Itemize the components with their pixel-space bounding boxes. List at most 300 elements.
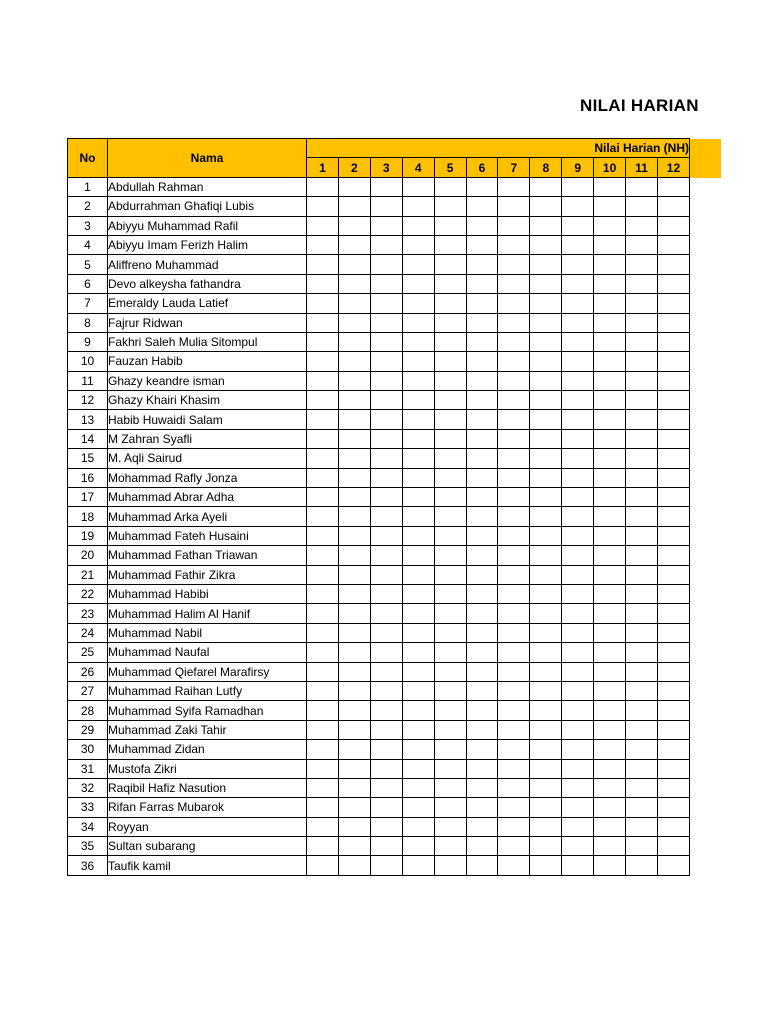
grade-cell[interactable] — [562, 662, 594, 681]
grade-cell[interactable] — [562, 235, 594, 254]
grade-cell[interactable] — [466, 662, 498, 681]
grade-cell[interactable] — [498, 856, 530, 875]
grade-cell[interactable] — [466, 352, 498, 371]
grade-cell[interactable] — [594, 681, 626, 700]
grade-cell[interactable] — [498, 837, 530, 856]
grade-cell[interactable] — [657, 740, 689, 759]
grade-cell[interactable] — [466, 778, 498, 797]
grade-cell[interactable] — [307, 798, 339, 817]
grade-cell[interactable] — [626, 662, 658, 681]
grade-cell[interactable] — [338, 759, 370, 778]
grade-cell[interactable] — [657, 391, 689, 410]
grade-cell[interactable] — [402, 798, 434, 817]
grade-cell[interactable] — [402, 584, 434, 603]
grade-cell[interactable] — [434, 255, 466, 274]
grade-cell[interactable] — [530, 778, 562, 797]
grade-cell[interactable] — [562, 410, 594, 429]
grade-cell[interactable] — [434, 488, 466, 507]
grade-cell[interactable] — [530, 507, 562, 526]
grade-cell[interactable] — [530, 740, 562, 759]
grade-cell[interactable] — [530, 332, 562, 351]
grade-cell[interactable] — [657, 720, 689, 739]
grade-cell[interactable] — [434, 391, 466, 410]
grade-cell[interactable] — [338, 681, 370, 700]
grade-cell[interactable] — [338, 391, 370, 410]
grade-cell[interactable] — [657, 197, 689, 216]
grade-cell[interactable] — [307, 546, 339, 565]
grade-cell[interactable] — [562, 837, 594, 856]
grade-cell[interactable] — [307, 449, 339, 468]
grade-cell[interactable] — [594, 584, 626, 603]
grade-cell[interactable] — [402, 332, 434, 351]
grade-cell[interactable] — [338, 584, 370, 603]
grade-cell[interactable] — [657, 468, 689, 487]
grade-cell[interactable] — [594, 759, 626, 778]
grade-cell[interactable] — [338, 507, 370, 526]
grade-cell[interactable] — [562, 720, 594, 739]
grade-cell[interactable] — [370, 235, 402, 254]
grade-cell[interactable] — [402, 526, 434, 545]
grade-cell[interactable] — [530, 391, 562, 410]
grade-cell[interactable] — [594, 856, 626, 875]
grade-cell[interactable] — [338, 856, 370, 875]
grade-cell[interactable] — [562, 584, 594, 603]
grade-cell[interactable] — [498, 565, 530, 584]
grade-cell[interactable] — [466, 623, 498, 642]
grade-cell[interactable] — [307, 352, 339, 371]
grade-cell[interactable] — [626, 332, 658, 351]
grade-cell[interactable] — [530, 468, 562, 487]
grade-cell[interactable] — [434, 856, 466, 875]
grade-cell[interactable] — [338, 410, 370, 429]
grade-cell[interactable] — [370, 584, 402, 603]
grade-cell[interactable] — [594, 817, 626, 836]
grade-cell[interactable] — [307, 216, 339, 235]
grade-cell[interactable] — [370, 662, 402, 681]
grade-cell[interactable] — [370, 255, 402, 274]
grade-cell[interactable] — [338, 817, 370, 836]
grade-cell[interactable] — [562, 488, 594, 507]
grade-cell[interactable] — [307, 759, 339, 778]
grade-cell[interactable] — [594, 837, 626, 856]
grade-cell[interactable] — [402, 274, 434, 293]
grade-cell[interactable] — [594, 177, 626, 196]
grade-cell[interactable] — [626, 604, 658, 623]
grade-cell[interactable] — [370, 391, 402, 410]
grade-cell[interactable] — [402, 313, 434, 332]
grade-cell[interactable] — [307, 837, 339, 856]
grade-cell[interactable] — [338, 565, 370, 584]
grade-cell[interactable] — [498, 371, 530, 390]
grade-cell[interactable] — [338, 274, 370, 293]
grade-cell[interactable] — [466, 604, 498, 623]
grade-cell[interactable] — [626, 565, 658, 584]
grade-cell[interactable] — [466, 526, 498, 545]
grade-cell[interactable] — [498, 546, 530, 565]
grade-cell[interactable] — [657, 177, 689, 196]
grade-cell[interactable] — [594, 565, 626, 584]
grade-cell[interactable] — [402, 759, 434, 778]
grade-cell[interactable] — [402, 643, 434, 662]
grade-cell[interactable] — [657, 449, 689, 468]
grade-cell[interactable] — [498, 740, 530, 759]
grade-cell[interactable] — [434, 449, 466, 468]
grade-cell[interactable] — [657, 584, 689, 603]
grade-cell[interactable] — [626, 216, 658, 235]
grade-cell[interactable] — [626, 546, 658, 565]
grade-cell[interactable] — [338, 255, 370, 274]
grade-cell[interactable] — [498, 604, 530, 623]
grade-cell[interactable] — [594, 662, 626, 681]
grade-cell[interactable] — [402, 837, 434, 856]
grade-cell[interactable] — [307, 468, 339, 487]
grade-cell[interactable] — [370, 740, 402, 759]
grade-cell[interactable] — [562, 352, 594, 371]
grade-cell[interactable] — [402, 778, 434, 797]
grade-cell[interactable] — [402, 604, 434, 623]
grade-cell[interactable] — [594, 410, 626, 429]
grade-cell[interactable] — [434, 177, 466, 196]
grade-cell[interactable] — [402, 817, 434, 836]
grade-cell[interactable] — [657, 623, 689, 642]
grade-cell[interactable] — [657, 371, 689, 390]
grade-cell[interactable] — [338, 177, 370, 196]
grade-cell[interactable] — [530, 294, 562, 313]
grade-cell[interactable] — [434, 546, 466, 565]
grade-cell[interactable] — [626, 177, 658, 196]
grade-cell[interactable] — [562, 623, 594, 642]
grade-cell[interactable] — [307, 410, 339, 429]
grade-cell[interactable] — [498, 332, 530, 351]
grade-cell[interactable] — [498, 720, 530, 739]
grade-cell[interactable] — [594, 216, 626, 235]
grade-cell[interactable] — [466, 294, 498, 313]
grade-cell[interactable] — [466, 584, 498, 603]
grade-cell[interactable] — [434, 662, 466, 681]
grade-cell[interactable] — [498, 701, 530, 720]
grade-cell[interactable] — [594, 255, 626, 274]
grade-cell[interactable] — [626, 526, 658, 545]
grade-cell[interactable] — [498, 681, 530, 700]
grade-cell[interactable] — [466, 759, 498, 778]
grade-cell[interactable] — [657, 701, 689, 720]
grade-cell[interactable] — [370, 332, 402, 351]
grade-cell[interactable] — [338, 313, 370, 332]
grade-cell[interactable] — [657, 313, 689, 332]
grade-cell[interactable] — [562, 371, 594, 390]
grade-cell[interactable] — [338, 837, 370, 856]
grade-cell[interactable] — [338, 449, 370, 468]
grade-cell[interactable] — [657, 332, 689, 351]
grade-cell[interactable] — [466, 837, 498, 856]
grade-cell[interactable] — [498, 526, 530, 545]
grade-cell[interactable] — [498, 507, 530, 526]
grade-cell[interactable] — [594, 643, 626, 662]
grade-cell[interactable] — [434, 410, 466, 429]
grade-cell[interactable] — [657, 817, 689, 836]
grade-cell[interactable] — [626, 740, 658, 759]
grade-cell[interactable] — [594, 701, 626, 720]
grade-cell[interactable] — [530, 662, 562, 681]
grade-cell[interactable] — [562, 546, 594, 565]
grade-cell[interactable] — [370, 604, 402, 623]
grade-cell[interactable] — [338, 332, 370, 351]
grade-cell[interactable] — [657, 429, 689, 448]
grade-cell[interactable] — [594, 623, 626, 642]
grade-cell[interactable] — [626, 352, 658, 371]
grade-cell[interactable] — [434, 778, 466, 797]
grade-cell[interactable] — [338, 197, 370, 216]
grade-cell[interactable] — [434, 701, 466, 720]
grade-cell[interactable] — [338, 294, 370, 313]
grade-cell[interactable] — [530, 429, 562, 448]
grade-cell[interactable] — [562, 429, 594, 448]
grade-cell[interactable] — [307, 429, 339, 448]
grade-cell[interactable] — [307, 255, 339, 274]
grade-cell[interactable] — [530, 371, 562, 390]
grade-cell[interactable] — [626, 449, 658, 468]
grade-cell[interactable] — [594, 391, 626, 410]
grade-cell[interactable] — [402, 565, 434, 584]
grade-cell[interactable] — [530, 565, 562, 584]
grade-cell[interactable] — [562, 391, 594, 410]
grade-cell[interactable] — [626, 643, 658, 662]
grade-cell[interactable] — [657, 352, 689, 371]
grade-cell[interactable] — [562, 197, 594, 216]
grade-cell[interactable] — [594, 740, 626, 759]
grade-cell[interactable] — [434, 720, 466, 739]
grade-cell[interactable] — [657, 856, 689, 875]
grade-cell[interactable] — [530, 274, 562, 293]
grade-cell[interactable] — [434, 197, 466, 216]
grade-cell[interactable] — [657, 604, 689, 623]
grade-cell[interactable] — [498, 294, 530, 313]
grade-cell[interactable] — [338, 371, 370, 390]
grade-cell[interactable] — [338, 216, 370, 235]
grade-cell[interactable] — [307, 313, 339, 332]
grade-cell[interactable] — [307, 681, 339, 700]
grade-cell[interactable] — [402, 507, 434, 526]
grade-cell[interactable] — [657, 681, 689, 700]
grade-cell[interactable] — [466, 449, 498, 468]
grade-cell[interactable] — [594, 332, 626, 351]
grade-cell[interactable] — [434, 526, 466, 545]
grade-cell[interactable] — [657, 565, 689, 584]
grade-cell[interactable] — [594, 604, 626, 623]
grade-cell[interactable] — [594, 488, 626, 507]
grade-cell[interactable] — [466, 197, 498, 216]
grade-cell[interactable] — [530, 410, 562, 429]
grade-cell[interactable] — [562, 274, 594, 293]
grade-cell[interactable] — [434, 565, 466, 584]
grade-cell[interactable] — [562, 701, 594, 720]
grade-cell[interactable] — [657, 798, 689, 817]
grade-cell[interactable] — [530, 643, 562, 662]
grade-cell[interactable] — [498, 584, 530, 603]
grade-cell[interactable] — [370, 565, 402, 584]
grade-cell[interactable] — [498, 662, 530, 681]
grade-cell[interactable] — [594, 352, 626, 371]
grade-cell[interactable] — [466, 817, 498, 836]
grade-cell[interactable] — [657, 294, 689, 313]
grade-cell[interactable] — [626, 759, 658, 778]
grade-cell[interactable] — [594, 720, 626, 739]
grade-cell[interactable] — [562, 177, 594, 196]
grade-cell[interactable] — [657, 778, 689, 797]
grade-cell[interactable] — [402, 235, 434, 254]
grade-cell[interactable] — [530, 177, 562, 196]
grade-cell[interactable] — [498, 216, 530, 235]
grade-cell[interactable] — [434, 507, 466, 526]
grade-cell[interactable] — [594, 468, 626, 487]
grade-cell[interactable] — [307, 488, 339, 507]
grade-cell[interactable] — [594, 798, 626, 817]
grade-cell[interactable] — [434, 274, 466, 293]
grade-cell[interactable] — [530, 759, 562, 778]
grade-cell[interactable] — [562, 255, 594, 274]
grade-cell[interactable] — [530, 216, 562, 235]
grade-cell[interactable] — [307, 817, 339, 836]
grade-cell[interactable] — [338, 643, 370, 662]
grade-cell[interactable] — [307, 604, 339, 623]
grade-cell[interactable] — [402, 216, 434, 235]
grade-cell[interactable] — [307, 856, 339, 875]
grade-cell[interactable] — [657, 662, 689, 681]
grade-cell[interactable] — [370, 681, 402, 700]
grade-cell[interactable] — [338, 778, 370, 797]
grade-cell[interactable] — [338, 798, 370, 817]
grade-cell[interactable] — [307, 662, 339, 681]
grade-cell[interactable] — [626, 856, 658, 875]
grade-cell[interactable] — [626, 778, 658, 797]
grade-cell[interactable] — [402, 701, 434, 720]
grade-cell[interactable] — [498, 197, 530, 216]
grade-cell[interactable] — [338, 235, 370, 254]
grade-cell[interactable] — [626, 313, 658, 332]
grade-cell[interactable] — [530, 604, 562, 623]
grade-cell[interactable] — [402, 623, 434, 642]
grade-cell[interactable] — [594, 546, 626, 565]
grade-cell[interactable] — [498, 468, 530, 487]
grade-cell[interactable] — [498, 759, 530, 778]
grade-cell[interactable] — [307, 701, 339, 720]
grade-cell[interactable] — [498, 778, 530, 797]
grade-cell[interactable] — [626, 623, 658, 642]
grade-cell[interactable] — [402, 488, 434, 507]
grade-cell[interactable] — [498, 391, 530, 410]
grade-cell[interactable] — [498, 449, 530, 468]
grade-cell[interactable] — [530, 313, 562, 332]
grade-cell[interactable] — [530, 526, 562, 545]
grade-cell[interactable] — [466, 429, 498, 448]
grade-cell[interactable] — [498, 488, 530, 507]
grade-cell[interactable] — [402, 391, 434, 410]
grade-cell[interactable] — [626, 681, 658, 700]
grade-cell[interactable] — [562, 759, 594, 778]
grade-cell[interactable] — [434, 643, 466, 662]
grade-cell[interactable] — [498, 274, 530, 293]
grade-cell[interactable] — [657, 526, 689, 545]
grade-cell[interactable] — [466, 216, 498, 235]
grade-cell[interactable] — [370, 817, 402, 836]
grade-cell[interactable] — [370, 197, 402, 216]
grade-cell[interactable] — [434, 798, 466, 817]
grade-cell[interactable] — [594, 778, 626, 797]
grade-cell[interactable] — [338, 526, 370, 545]
grade-cell[interactable] — [466, 643, 498, 662]
grade-cell[interactable] — [626, 410, 658, 429]
grade-cell[interactable] — [626, 817, 658, 836]
grade-cell[interactable] — [498, 177, 530, 196]
grade-cell[interactable] — [338, 701, 370, 720]
grade-cell[interactable] — [562, 798, 594, 817]
grade-cell[interactable] — [370, 837, 402, 856]
grade-cell[interactable] — [402, 371, 434, 390]
grade-cell[interactable] — [530, 720, 562, 739]
grade-cell[interactable] — [530, 623, 562, 642]
grade-cell[interactable] — [370, 623, 402, 642]
grade-cell[interactable] — [562, 778, 594, 797]
grade-cell[interactable] — [498, 643, 530, 662]
grade-cell[interactable] — [498, 235, 530, 254]
grade-cell[interactable] — [434, 371, 466, 390]
grade-cell[interactable] — [434, 294, 466, 313]
grade-cell[interactable] — [626, 488, 658, 507]
grade-cell[interactable] — [530, 488, 562, 507]
grade-cell[interactable] — [307, 526, 339, 545]
grade-cell[interactable] — [434, 235, 466, 254]
grade-cell[interactable] — [657, 507, 689, 526]
grade-cell[interactable] — [307, 584, 339, 603]
grade-cell[interactable] — [434, 584, 466, 603]
grade-cell[interactable] — [594, 507, 626, 526]
grade-cell[interactable] — [498, 798, 530, 817]
grade-cell[interactable] — [498, 352, 530, 371]
grade-cell[interactable] — [562, 332, 594, 351]
grade-cell[interactable] — [562, 313, 594, 332]
grade-cell[interactable] — [307, 778, 339, 797]
grade-cell[interactable] — [466, 488, 498, 507]
grade-cell[interactable] — [402, 662, 434, 681]
grade-cell[interactable] — [594, 429, 626, 448]
grade-cell[interactable] — [594, 235, 626, 254]
grade-cell[interactable] — [626, 274, 658, 293]
grade-cell[interactable] — [498, 255, 530, 274]
grade-cell[interactable] — [530, 798, 562, 817]
grade-cell[interactable] — [498, 817, 530, 836]
grade-cell[interactable] — [434, 837, 466, 856]
grade-cell[interactable] — [626, 197, 658, 216]
grade-cell[interactable] — [466, 546, 498, 565]
grade-cell[interactable] — [530, 681, 562, 700]
grade-cell[interactable] — [370, 274, 402, 293]
grade-cell[interactable] — [562, 856, 594, 875]
grade-cell[interactable] — [594, 449, 626, 468]
grade-cell[interactable] — [498, 313, 530, 332]
grade-cell[interactable] — [562, 449, 594, 468]
grade-cell[interactable] — [434, 681, 466, 700]
grade-cell[interactable] — [402, 468, 434, 487]
grade-cell[interactable] — [626, 429, 658, 448]
grade-cell[interactable] — [562, 681, 594, 700]
grade-cell[interactable] — [498, 623, 530, 642]
grade-cell[interactable] — [466, 235, 498, 254]
grade-cell[interactable] — [307, 565, 339, 584]
grade-cell[interactable] — [657, 235, 689, 254]
grade-cell[interactable] — [530, 449, 562, 468]
grade-cell[interactable] — [370, 778, 402, 797]
grade-cell[interactable] — [338, 429, 370, 448]
